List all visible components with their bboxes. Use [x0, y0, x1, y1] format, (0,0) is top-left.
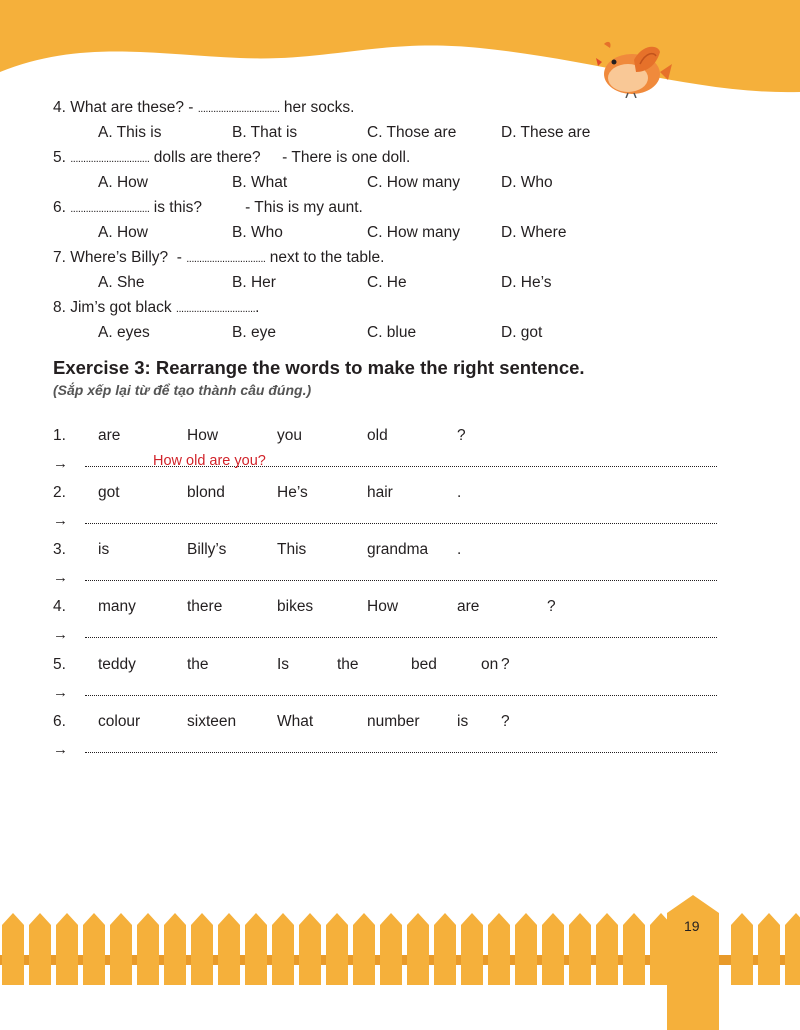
answer-blank[interactable]: ...............................: [175, 303, 256, 315]
scrambled-word: are: [457, 598, 480, 615]
option-c[interactable]: C. How many: [367, 174, 461, 191]
scrambled-word: the: [187, 656, 209, 673]
item-number: 6.: [53, 713, 66, 730]
scrambled-word: .: [457, 541, 462, 558]
scrambled-word: many: [98, 598, 136, 615]
option-a[interactable]: A. How: [98, 174, 148, 191]
question-6: [53, 199, 363, 218]
scrambled-word: old: [367, 427, 388, 444]
question-rest: her socks.: [279, 99, 355, 116]
answer-line[interactable]: [85, 695, 717, 696]
option-a[interactable]: A. She: [98, 274, 145, 291]
option-d[interactable]: D. Where: [501, 224, 567, 241]
fence-picket: [326, 913, 348, 985]
scrambled-word: hair: [367, 484, 393, 501]
option-c[interactable]: C. blue: [367, 324, 417, 341]
scrambled-word: got: [98, 484, 120, 501]
fence-decoration: [0, 895, 800, 1030]
scrambled-word: How: [187, 427, 219, 444]
fence-picket: [731, 913, 753, 985]
scrambled-word: bikes: [277, 598, 314, 615]
scrambled-word: .: [457, 484, 462, 501]
question-rest: is this? - This is my aunt.: [149, 199, 363, 216]
sample-answer: How old are you?: [153, 453, 266, 469]
question-text: 7. Where’s Billy? -: [53, 249, 187, 266]
arrow-icon: →: [53, 684, 68, 701]
fence-picket: [2, 913, 24, 985]
scrambled-word: Is: [277, 656, 290, 673]
fence-picket: [164, 913, 186, 985]
item-number: 2.: [53, 484, 66, 501]
fence-picket: [758, 913, 780, 985]
scrambled-word: on: [481, 656, 499, 673]
fence-picket: [461, 913, 483, 985]
question-rest: .: [255, 299, 260, 316]
fence-picket: [191, 913, 213, 985]
bird-icon: [590, 38, 672, 98]
fence-picket: [434, 913, 456, 985]
fence-picket: [569, 913, 591, 985]
fence-picket: [596, 913, 618, 985]
fence-picket: [272, 913, 294, 985]
scrambled-word: ?: [457, 427, 466, 444]
question-rest: next to the table.: [265, 249, 385, 266]
scrambled-word: He’s: [277, 484, 308, 501]
scrambled-word: ?: [501, 656, 510, 673]
scrambled-word: ?: [547, 598, 556, 615]
scrambled-word: bed: [411, 656, 437, 673]
scrambled-word: Billy’s: [187, 541, 227, 558]
fence-picket: [245, 913, 267, 985]
scrambled-word: is: [457, 713, 469, 730]
scrambled-word: sixteen: [187, 713, 237, 730]
fence-picket: [515, 913, 537, 985]
exercise-3-title: Exercise 3: Rearrange the words to make the right sentence.: [53, 357, 585, 378]
fence-picket: [488, 913, 510, 985]
scrambled-word: you: [277, 427, 302, 444]
scrambled-word: are: [98, 427, 121, 444]
arrow-icon: →: [53, 455, 68, 472]
question-8: [53, 299, 259, 318]
answer-blank[interactable]: ................................: [197, 103, 280, 115]
page-number-picket: [667, 895, 719, 1030]
question-4: [53, 99, 355, 118]
fence-picket: [56, 913, 78, 985]
answer-line[interactable]: [85, 523, 717, 524]
option-c[interactable]: C. How many: [367, 224, 461, 241]
scrambled-word: This: [277, 541, 307, 558]
fence-picket: [83, 913, 105, 985]
answer-blank[interactable]: ...............................: [70, 203, 150, 215]
question-7: [53, 249, 384, 268]
fence-picket: [380, 913, 402, 985]
question-text: 4. What are these? -: [53, 99, 198, 116]
question-text: 5.: [53, 149, 71, 166]
arrow-icon: →: [53, 741, 68, 758]
arrow-icon: →: [53, 512, 68, 529]
scrambled-word: How: [367, 598, 399, 615]
scrambled-word: What: [277, 713, 314, 730]
option-a[interactable]: A. How: [98, 224, 148, 241]
option-d[interactable]: D. got: [501, 324, 543, 341]
option-b[interactable]: B. eye: [232, 324, 276, 341]
fence-picket: [218, 913, 240, 985]
option-b[interactable]: B. Who: [232, 224, 283, 241]
answer-line[interactable]: [85, 580, 717, 581]
scrambled-word: colour: [98, 713, 141, 730]
answer-line[interactable]: [85, 637, 717, 638]
item-number: 4.: [53, 598, 66, 615]
question-5: [53, 149, 410, 168]
option-b[interactable]: B. What: [232, 174, 288, 191]
option-b[interactable]: B. That is: [232, 124, 298, 141]
option-d[interactable]: D. Who: [501, 174, 553, 191]
scrambled-word: teddy: [98, 656, 136, 673]
answer-blank[interactable]: ...............................: [70, 153, 150, 165]
question-text: 8. Jim’s got black: [53, 299, 176, 316]
arrow-icon: →: [53, 569, 68, 586]
scrambled-word: number: [367, 713, 420, 730]
item-number: 3.: [53, 541, 66, 558]
scrambled-word: ?: [501, 713, 510, 730]
fence-picket: [29, 913, 51, 985]
item-number: 5.: [53, 656, 66, 673]
fence-picket: [407, 913, 429, 985]
option-d[interactable]: D. He’s: [501, 274, 552, 291]
page-number: 19: [684, 918, 700, 934]
question-text: 6.: [53, 199, 71, 216]
question-rest: dolls are there? - There is one doll.: [149, 149, 411, 166]
fence-picket: [137, 913, 159, 985]
scrambled-word: there: [187, 598, 223, 615]
answer-blank[interactable]: ...............................: [186, 253, 266, 265]
option-d[interactable]: D. These are: [501, 124, 591, 141]
scrambled-word: the: [337, 656, 359, 673]
top-wave-banner: [0, 0, 800, 100]
option-b[interactable]: B. Her: [232, 274, 276, 291]
fence-picket: [542, 913, 564, 985]
option-c[interactable]: C. He: [367, 274, 407, 291]
option-c[interactable]: C. Those are: [367, 124, 457, 141]
scrambled-word: blond: [187, 484, 225, 501]
option-a[interactable]: A. This is: [98, 124, 162, 141]
scrambled-word: is: [98, 541, 110, 558]
fence-picket: [353, 913, 375, 985]
item-number: 1.: [53, 427, 66, 444]
fence-picket: [110, 913, 132, 985]
fence-picket: [299, 913, 321, 985]
scrambled-word: grandma: [367, 541, 429, 558]
answer-line[interactable]: [85, 752, 717, 753]
fence-picket: [785, 913, 800, 985]
arrow-icon: →: [53, 626, 68, 643]
exercise-3-subtitle: (Sắp xếp lại từ để tạo thành câu đúng.): [53, 382, 312, 398]
fence-picket: [623, 913, 645, 985]
option-a[interactable]: A. eyes: [98, 324, 150, 341]
